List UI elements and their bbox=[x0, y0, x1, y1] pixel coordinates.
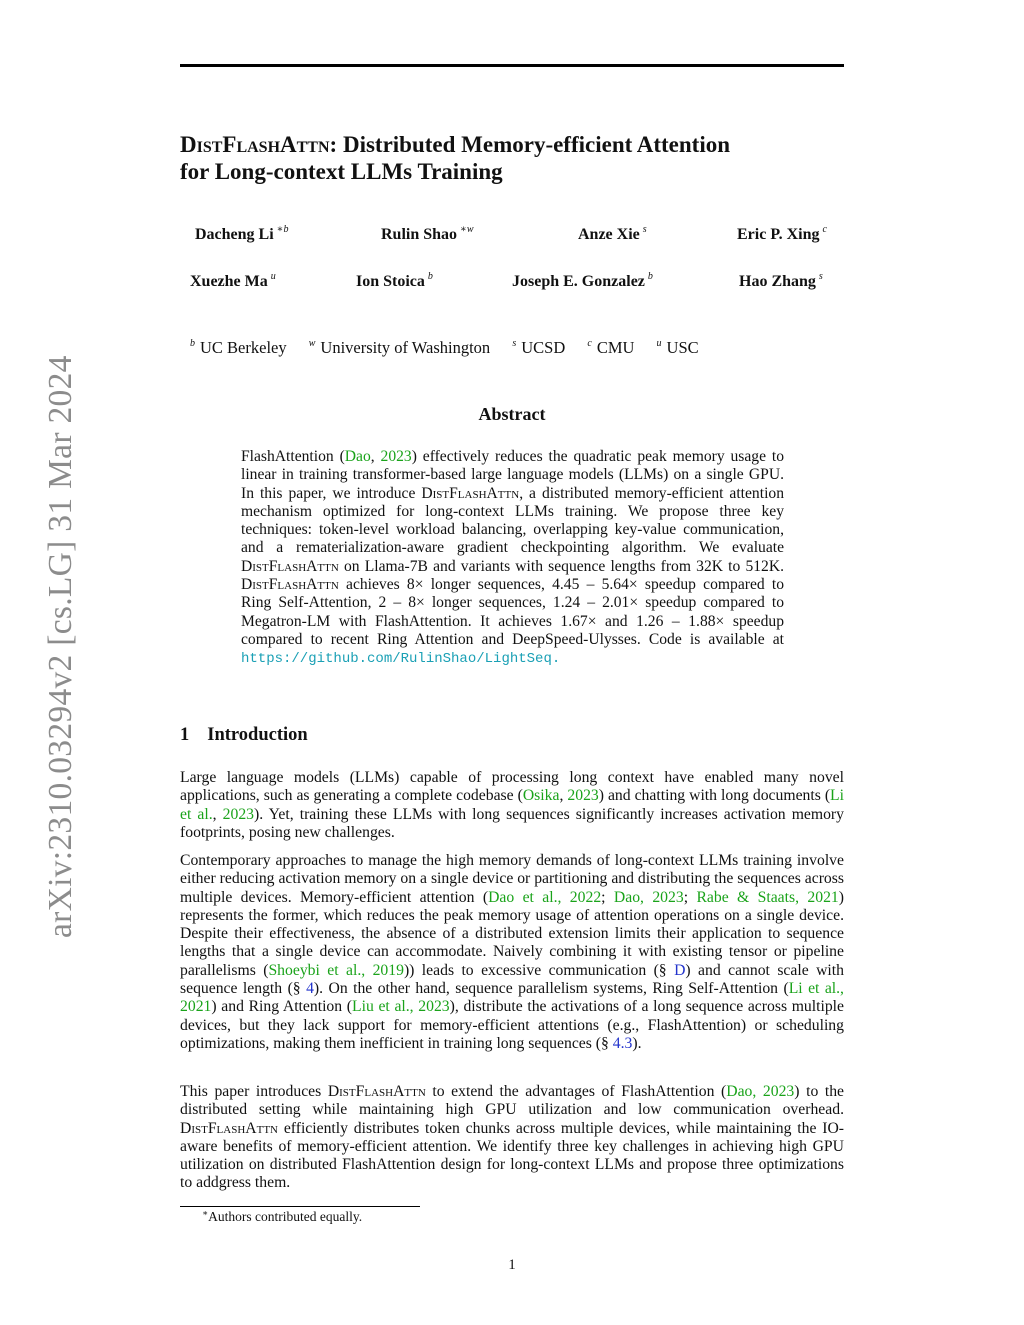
author-name: Eric P. Xing bbox=[737, 226, 820, 243]
citation-link[interactable]: Rabe & Staats, 2021 bbox=[696, 888, 839, 906]
author-eric-xing bbox=[737, 224, 827, 244]
author-name: Rulin Shao bbox=[381, 226, 458, 243]
title-line1-rest: : Distributed Memory-efficient Attention bbox=[329, 132, 731, 157]
paragraph-text: ). On the other hand, sequence parallelism systems, Ring Self-Attention ( bbox=[313, 980, 789, 998]
author-affiliation-marks: b bbox=[427, 271, 433, 282]
citation-link[interactable]: Dao et al., 2022 bbox=[488, 888, 602, 906]
footnote bbox=[202, 1208, 362, 1225]
paragraph-text: ) and Ring Attention ( bbox=[211, 998, 353, 1016]
abstract-text: , a distributed memory-efficient attention mechanism optimized for long-context LLMs training. We propose three key techniques: token-level workload balancing, overlapping key-value communication, and a rematerialization-aware gradient checkpointing algorithm. We evaluate bbox=[241, 484, 784, 557]
title-system-name: DistFlashAttn bbox=[180, 132, 330, 157]
author-affiliation-marks: c bbox=[822, 224, 827, 235]
citation-link[interactable]: 2023 bbox=[567, 787, 599, 805]
author-affiliation-marks: ∗b bbox=[276, 224, 289, 235]
paragraph-text: ) and cannot scale with sequence length (§ bbox=[180, 961, 844, 998]
paragraph-text: efficiently distributes token chunks across multiple devices, while maintaining the IO-aware benefits of memory-efficient attention. We identify three key challenges in achieving high GPU utilization on distributed FlashAttention design for long-context LLMs and propose three optimizations to addgress them. bbox=[180, 1119, 844, 1192]
paragraph-text: to extend the advantages of FlashAttention ( bbox=[425, 1083, 727, 1100]
citation-link[interactable]: Liu et al., 2023 bbox=[352, 998, 450, 1016]
paragraph-text: ) represents the former, which reduces the peak memory usage of attention operations on a single device. Despite their effectiveness, the absence of a distributed extension limits their application to sequence lengths that a single device can accommodate. Naively combining it with existing tensor or pipeline parallelisms ( bbox=[180, 888, 844, 979]
paper-title bbox=[180, 131, 850, 185]
paragraph-text: ). bbox=[632, 1034, 642, 1052]
footnote-mark: ∗ bbox=[202, 1208, 209, 1218]
author-name: Hao Zhang bbox=[739, 273, 816, 290]
paragraph-text: Large language models (LLMs) capable of processing long context have enabled many novel applications, such as generating a complete codebase ( bbox=[180, 769, 844, 805]
citation-link[interactable]: Osika bbox=[522, 787, 560, 805]
paragraph-text: ), distribute the activations of a long sequence across multiple devices, but they lack support for memory-efficient attentions (e.g., FlashAttention) or scheduling optimizations, making them inefficient in training long sequences (§ bbox=[180, 998, 844, 1052]
paragraph-text: , bbox=[559, 787, 568, 805]
affiliation-mark: s bbox=[512, 338, 517, 349]
author-name: Ion Stoica bbox=[356, 273, 425, 290]
abstract-text: ) effectively reduces the quadratic peak memory usage to linear in training transformer-based large language models (LLMs) on a single GPU. In this paper, we introduce bbox=[241, 448, 784, 502]
author-dacheng-li bbox=[195, 224, 288, 244]
system-name: DistFlashAttn bbox=[421, 484, 520, 502]
citation-link[interactable]: Dao bbox=[344, 448, 371, 465]
affiliation-name: UCSD bbox=[521, 338, 566, 357]
section-reference-link[interactable]: 4 bbox=[306, 980, 314, 998]
paragraph-text: This paper introduces bbox=[180, 1083, 328, 1100]
affiliation-name: CMU bbox=[596, 338, 635, 357]
affiliation-mark: u bbox=[656, 338, 662, 349]
author-hao-zhang bbox=[739, 271, 823, 291]
affiliation-name: University of Washington bbox=[320, 338, 491, 357]
intro-paragraph-3 bbox=[180, 1083, 844, 1193]
citation-link[interactable]: Li et al. bbox=[180, 787, 844, 823]
paragraph-text: , bbox=[212, 805, 223, 823]
abstract-heading: Abstract bbox=[478, 404, 546, 424]
code-repository-link[interactable]: https://github.com/RulinShao/LightSeq. bbox=[241, 651, 561, 668]
paragraph-text: ) and chatting with long documents ( bbox=[598, 787, 831, 805]
affiliation-name: USC bbox=[666, 338, 699, 357]
citation-link[interactable]: 2023 bbox=[380, 448, 412, 465]
author-anze-xie bbox=[578, 224, 647, 244]
section-number: 1 bbox=[180, 725, 190, 745]
page-number: 1 bbox=[508, 1257, 516, 1273]
author-affiliation-marks: ∗w bbox=[460, 224, 474, 235]
affiliation-mark: c bbox=[587, 338, 592, 349]
abstract-text: , bbox=[370, 448, 381, 465]
author-ion-stoica bbox=[356, 271, 433, 291]
paragraph-text: Contemporary approaches to manage the high memory demands of long-context LLMs training involve either reducing activation memory on a single device or partitioning and distributing the sequences across multiple devices. Memory-efficient attention ( bbox=[180, 852, 844, 906]
top-rule bbox=[180, 64, 844, 67]
citation-link[interactable]: Dao, 2023 bbox=[613, 888, 684, 906]
system-name: DistFlashAttn bbox=[327, 1083, 426, 1100]
affiliation-ucsd bbox=[512, 338, 565, 357]
citation-link[interactable]: Shoeybi et al., 2019 bbox=[268, 961, 404, 979]
abstract-body bbox=[241, 448, 784, 669]
author-affiliation-marks: u bbox=[270, 271, 276, 282]
title-line2: for Long-context LLMs Training bbox=[180, 159, 503, 184]
abstract-text: FlashAttention ( bbox=[241, 448, 345, 465]
affiliation-mark: w bbox=[308, 338, 316, 349]
affiliations bbox=[190, 338, 717, 358]
author-affiliation-marks: s bbox=[818, 271, 823, 282]
citation-link[interactable]: Li et al., 2021 bbox=[180, 980, 844, 1016]
section-heading-introduction bbox=[180, 725, 308, 746]
paragraph-text: ). Yet, training these LLMs with long sequences significantly increases activation memory footprints, posing new challenges. bbox=[180, 805, 844, 841]
section-reference-link[interactable]: D bbox=[674, 961, 686, 979]
affiliation-usc bbox=[657, 338, 699, 357]
author-name: Joseph E. Gonzalez bbox=[512, 273, 645, 290]
abstract-text: on Llama-7B and variants with sequence lengths from 32K to 512K. bbox=[338, 557, 784, 575]
author-name: Anze Xie bbox=[578, 226, 640, 243]
paragraph-text: )) leads to excessive communication (§ bbox=[403, 961, 675, 979]
system-name: DistFlashAttn bbox=[241, 576, 339, 594]
footnote-text: Authors contributed equally. bbox=[208, 1209, 363, 1224]
system-name: DistFlashAttn bbox=[180, 1119, 278, 1137]
intro-paragraph-2 bbox=[180, 852, 844, 1053]
affiliation-cmu bbox=[587, 338, 634, 357]
paragraph-text: ; bbox=[683, 888, 697, 906]
affiliation-name: UC Berkeley bbox=[200, 338, 287, 357]
section-reference-link[interactable]: 4.3 bbox=[612, 1034, 633, 1052]
affiliation-mark: b bbox=[190, 338, 195, 349]
arxiv-identifier-stamp: arXiv:2310.03294v2 [cs.LG] 31 Mar 2024 bbox=[42, 355, 79, 938]
author-affiliation-marks: b bbox=[647, 271, 653, 282]
abstract-text: achieves 8× longer sequences, 4.45 – 5.64× speedup compared to Ring Self-Attention, 2 – 8× longer sequences, 1.24 – 2.01× speedup compared to Megatron-LM with FlashAttention. It achieves 1.67× and 1.26 – 1.88× speedup compared to recent Ring Attention and DeepSpeed-Ulysses. Code is available at bbox=[241, 576, 784, 648]
author-name: Xuezhe Ma bbox=[190, 273, 268, 290]
citation-link[interactable]: 2023 bbox=[222, 805, 255, 823]
citation-link[interactable]: Dao, 2023 bbox=[726, 1083, 795, 1100]
author-name: Dacheng Li bbox=[195, 226, 274, 243]
author-affiliation-marks: s bbox=[642, 224, 647, 235]
system-name: DistFlashAttn bbox=[241, 557, 339, 575]
author-joseph-gonzalez bbox=[512, 271, 653, 291]
section-title: Introduction bbox=[207, 725, 308, 745]
paragraph-text: ) to the distributed setting while maintaining high GPU utilization and low communication overhead. bbox=[180, 1083, 845, 1119]
author-xuezhe-ma bbox=[190, 271, 276, 291]
affiliation-uw bbox=[309, 338, 490, 357]
author-rulin-shao bbox=[381, 224, 474, 244]
affiliation-uc-berkeley bbox=[190, 338, 287, 357]
intro-paragraph-1 bbox=[180, 769, 844, 842]
paragraph-text: ; bbox=[601, 888, 614, 906]
footnote-rule bbox=[180, 1206, 420, 1207]
